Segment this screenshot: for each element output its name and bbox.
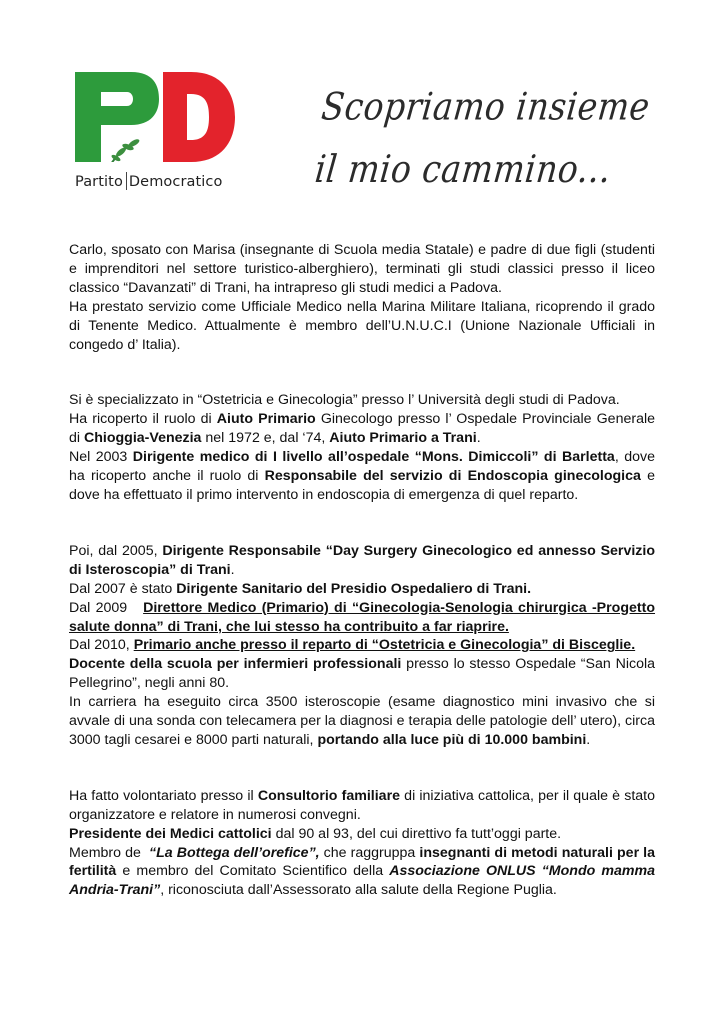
- bold-span: Aiuto Primario a Trani: [329, 430, 477, 447]
- text-span: Dal 2007 è stato: [69, 580, 177, 597]
- pd-logo: [75, 72, 245, 197]
- text-span: che raggruppa: [319, 844, 420, 861]
- bold-span: Presidente dei Medici cattolici: [69, 825, 272, 842]
- bold-span: Chioggia-Venezia: [83, 430, 202, 447]
- paragraph-dirigente-sanitario: [69, 580, 655, 599]
- paragraph-family: [69, 241, 655, 298]
- text-span: e membro del Comitato Scientifico della: [116, 863, 390, 880]
- bold-italic-span: “La Bottega dell’orefice”,: [149, 844, 320, 861]
- bold-underlined-span: Primario anche presso il reparto di “Ostetricia e Ginecologia” di Bisceglie.: [133, 637, 636, 654]
- text-span: Nel 2003: [69, 449, 133, 466]
- bold-span: Consultorio familiare: [257, 787, 400, 804]
- text-span: Ha ricoperto il ruolo di: [69, 411, 217, 428]
- bold-span: Responsabile del servizio di Endoscopia ginecologica: [264, 468, 641, 485]
- text-span: Ha fatto volontariato presso il: [69, 787, 258, 804]
- text-span: , dove ha ricoperto anche il ruolo di: [69, 449, 656, 485]
- bold-span: Dirigente Responsabile “Day Surgery Ginecologico ed annesso Servizio di Isteroscopia” di Trani: [69, 542, 655, 578]
- text-span: Poi, dal 2005,: [69, 542, 163, 559]
- text-specialization: Si è specializzato in “Ostetricia e Ginecologia” presso l’ Università degli studi di Padova.: [69, 392, 620, 409]
- logo-separator: [126, 172, 127, 190]
- paragraph-day-surgery: [69, 542, 655, 580]
- paragraph-bisceglie: [69, 636, 655, 655]
- bold-span: Docente della scuola per infermieri professionali: [69, 656, 402, 673]
- text-span: di iniziativa cattolica, per il quale è stato organizzatore e relatore in numerosi convegni.: [69, 787, 656, 823]
- text-span: Dal 2010,: [69, 637, 134, 654]
- paragraph-docente: [69, 655, 655, 693]
- bold-span: Aiuto Primario: [216, 411, 316, 428]
- text-navy: Ha prestato servizio come Ufficiale Medico nella Marina Militare Italiana, ricoprendo il grado di Tenente Medico. Attualmente è membro dell’U.N.U.C.I (Unione Nazionale Ufficiali in congedo d’ Italia).: [69, 298, 655, 353]
- logo-word-democratico: Democratico: [128, 174, 223, 190]
- text-family: Carlo, sposato con Marisa (insegnante di Scuola media Statale) e padre di due figli (studenti e imprenditori nel settore turistico-alberghiero), terminati gli studi classici presso il liceo classico “Davanzati” di Trani, ha intrapreso gli studi medici a Padova.: [69, 242, 655, 296]
- text-span: .: [476, 430, 481, 447]
- paragraph-consultorio: [69, 787, 655, 825]
- bold-underlined-span: Direttore Medico (Primario) di “Ginecologia-Senologia chirurgica -Progetto salute donna” di Trani, che lui stesso ha contribuito a far riaprire.: [69, 599, 656, 635]
- biography-text: [69, 241, 655, 900]
- slogan: [312, 76, 653, 200]
- text-span: .: [586, 731, 591, 748]
- text-span: Ginecologo presso l’ Ospedale Provinciale Generale di: [69, 411, 656, 447]
- paragraph-navy: [69, 298, 655, 355]
- logo-word-partito: Partito: [75, 174, 123, 190]
- paragraph-barletta: [69, 448, 655, 505]
- text-span: .: [230, 561, 235, 578]
- bold-span: Dirigente medico di I livello all’ospedale “Mons. Dimiccoli” di Barletta: [132, 449, 615, 466]
- slogan-line-2: il mio cammino...: [312, 146, 614, 191]
- text-span: nel 1972 e, dal ‘74,: [201, 430, 330, 447]
- paragraph-direttore-medico: [69, 599, 655, 637]
- text-span: Dal 2009: [69, 599, 144, 616]
- text-span: dal 90 al 93, del cui direttivo fa tutt’oggi parte.: [271, 825, 562, 842]
- text-span: e dove ha effettuato il primo intervento in endoscopia di emergenza di quel reparto.: [69, 468, 655, 503]
- paragraph-specialization: [69, 391, 655, 410]
- paragraph-membro: [69, 844, 655, 901]
- olive-branch-icon: [111, 138, 141, 162]
- bold-span: insegnanti di metodi naturali per la fertilità: [69, 844, 655, 880]
- pd-logo-mark: [75, 72, 237, 162]
- paragraph-aiuto-primario: [69, 410, 655, 448]
- text-span: Membro de: [69, 844, 150, 861]
- slogan-line-1: Scopriamo insieme: [319, 84, 653, 129]
- text-span: , riconosciuta dall’Assessorato alla salute della Regione Puglia.: [160, 882, 557, 899]
- text-span: In carriera ha eseguito circa 3500 isteroscopie (esame diagnostico mini invasivo che si avvale di una sonda con telecamera per la diagnosi e terapia delle patologie dell’ utero), circa 3000 tagli cesarei e 8000 parti naturali,: [69, 694, 655, 748]
- bold-span: Dirigente Sanitario del Presidio Ospedaliero di Trani.: [176, 580, 532, 597]
- bold-span: portando alla luce più di 10.000 bambini: [317, 731, 587, 748]
- paragraph-presidente: [69, 825, 655, 844]
- logo-wordmark: [75, 172, 245, 190]
- bold-italic-span: Associazione ONLUS “Mondo mamma Andria-Trani”: [69, 863, 656, 899]
- paragraph-career: [69, 693, 655, 750]
- text-span: presso lo stesso Ospedale “San Nicola Pellegrino”, negli anni 80.: [69, 656, 655, 692]
